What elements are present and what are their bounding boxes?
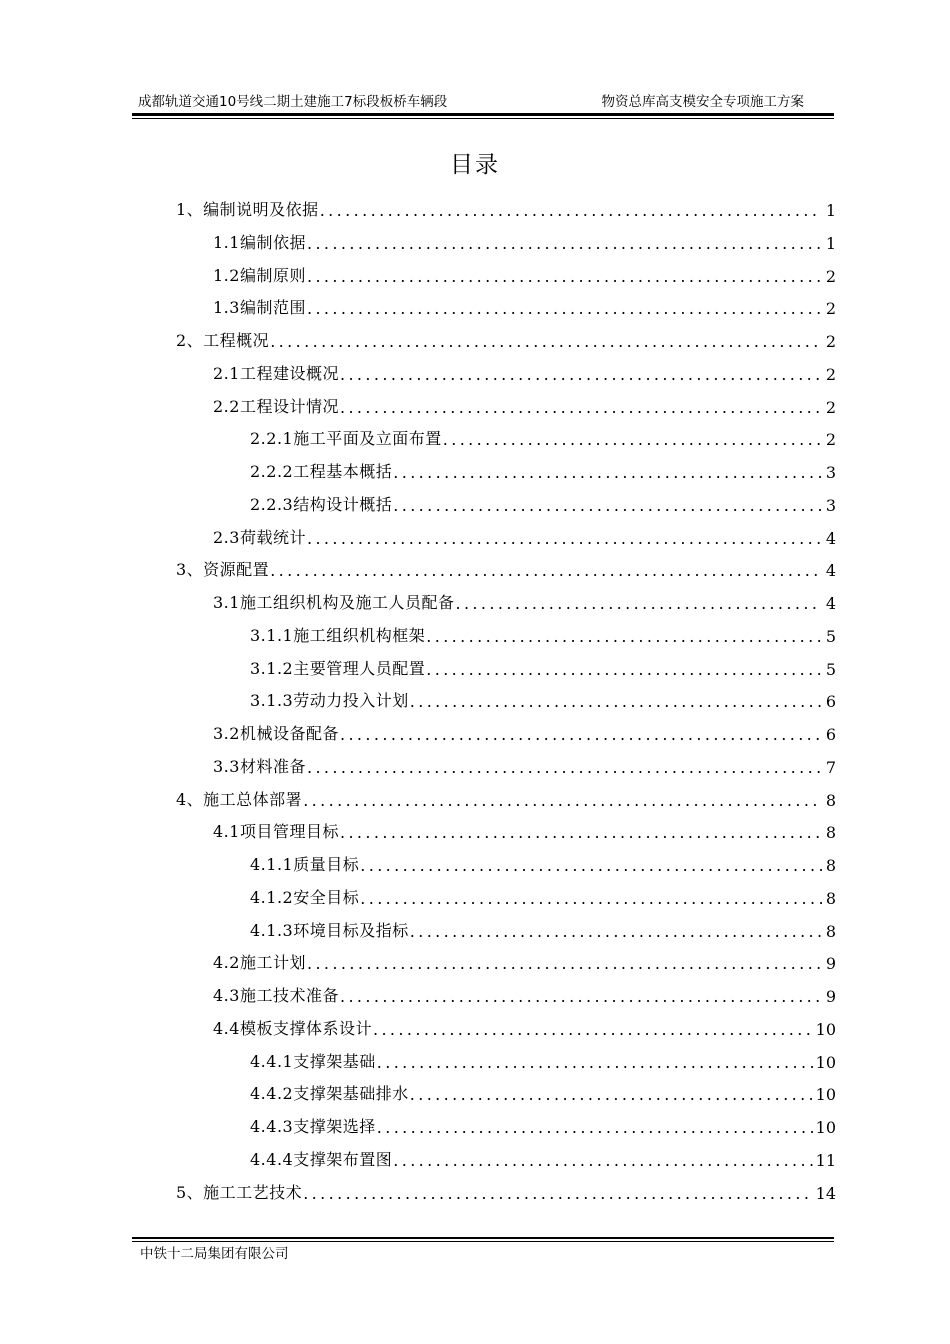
- toc-entry[interactable]: [176, 1171, 836, 1203]
- toc-entry-page-number: 8: [825, 888, 836, 908]
- toc-entry-title: 3.3材料准备: [213, 756, 306, 776]
- toc-entry-title: 4.4.2支撑架基础排水: [250, 1084, 409, 1104]
- toc-entry-title: 2、工程概况: [176, 331, 270, 350]
- toc-entry-page-number: 2: [825, 266, 836, 286]
- toc-dot-leader: [307, 267, 822, 286]
- toc-entry[interactable]: [250, 843, 836, 875]
- toc-entry-page-number: 5: [825, 659, 836, 679]
- toc-entry-page-number: 9: [825, 954, 836, 974]
- toc-entry[interactable]: [176, 548, 836, 580]
- toc-entry-page-number: 8: [825, 856, 836, 875]
- toc-entry-title: 4.1.1质量目标: [250, 855, 360, 874]
- toc-entry-title: 2.2.2工程基本概括: [250, 462, 393, 481]
- toc-entry-page-number: 3: [825, 495, 836, 515]
- toc-entry-page-number: 2: [825, 332, 836, 351]
- toc-entry[interactable]: [213, 1007, 836, 1039]
- toc-dot-leader: [307, 299, 822, 318]
- toc-entry-page-number: 14: [815, 1183, 836, 1203]
- toc-entry[interactable]: [250, 679, 836, 711]
- toc-dot-leader: [426, 660, 822, 679]
- toc-dot-leader: [377, 1118, 814, 1137]
- footer-rule-thick: [132, 1237, 834, 1239]
- toc-entry-title: 4.4.1支撑架基础: [250, 1051, 376, 1071]
- toc-entry-page-number: 3: [825, 463, 836, 482]
- toc-entry-page-number: 4: [825, 594, 836, 613]
- toc-entry-title: 4.1项目管理目标: [213, 822, 339, 842]
- toc-entry-page-number: 6: [825, 725, 836, 744]
- toc-entry[interactable]: [213, 712, 836, 744]
- toc-entry-page-number: 1: [825, 233, 836, 253]
- toc-dot-leader: [307, 234, 822, 253]
- toc-entry-title: 3、资源配置: [176, 560, 270, 580]
- toc-entry[interactable]: [213, 974, 836, 1006]
- toc-dot-leader: [303, 791, 822, 810]
- toc-entry-page-number: 10: [815, 1118, 836, 1137]
- toc-entry-title: 4.4.3支撑架选择: [250, 1117, 376, 1136]
- toc-entry[interactable]: [250, 1138, 836, 1170]
- toc-entry[interactable]: [176, 778, 836, 810]
- toc-entry[interactable]: [250, 417, 836, 449]
- toc-dot-leader: [410, 922, 822, 941]
- toc-dot-leader: [307, 954, 822, 973]
- toc-entry[interactable]: [176, 319, 836, 351]
- toc-entry-page-number: 11: [815, 1150, 836, 1170]
- toc-entry[interactable]: [213, 516, 836, 548]
- toc-entry-page-number: 1: [825, 201, 836, 220]
- toc-dot-leader: [360, 889, 822, 908]
- toc-entry[interactable]: [213, 810, 836, 842]
- header-document-name: 物资总库高支模安全专项施工方案: [601, 94, 804, 110]
- toc-entry-title: 3.1.3劳动力投入计划: [250, 691, 409, 711]
- toc-entry[interactable]: [213, 581, 836, 613]
- toc-dot-leader: [360, 856, 822, 875]
- toc-dot-leader: [340, 987, 822, 1006]
- toc-entry-page-number: 4: [825, 561, 836, 581]
- toc-entry-title: 2.2.1施工平面及立面布置: [250, 429, 442, 449]
- toc-entry-title: 3.1.1施工组织机构框架: [250, 625, 426, 645]
- toc-entry-page-number: 2: [825, 430, 836, 450]
- toc-dot-leader: [270, 332, 822, 351]
- toc-entry-title: 3.1.2主要管理人员配置: [250, 658, 426, 678]
- toc-entry-page-number: 10: [815, 1019, 836, 1039]
- toc-entry-title: 4.4模板支撑体系设计: [213, 1018, 372, 1038]
- toc-entry-title: 4.1.2安全目标: [250, 887, 360, 907]
- toc-entry[interactable]: [213, 286, 836, 318]
- toc-entry[interactable]: [250, 1040, 836, 1072]
- toc-dot-leader: [340, 365, 822, 384]
- toc-dot-leader: [426, 627, 822, 646]
- toc-entry[interactable]: [213, 221, 836, 253]
- toc-entry-title: 2.2.3结构设计概括: [250, 494, 393, 514]
- toc-dot-leader: [307, 529, 822, 548]
- toc-dot-leader: [393, 496, 822, 515]
- toc-entry[interactable]: [213, 745, 836, 777]
- toc-entry-title: 2.1工程建设概况: [213, 363, 339, 383]
- toc-dot-leader: [455, 594, 822, 613]
- toc-entry-title: 3.1施工组织机构及施工人员配备: [213, 593, 455, 612]
- toc-title: 目录: [450, 152, 500, 178]
- toc-entry-page-number: 5: [825, 626, 836, 646]
- toc-entry[interactable]: [250, 483, 836, 515]
- toc-dot-leader: [393, 463, 822, 482]
- toc-dot-leader: [270, 561, 822, 580]
- toc-entry[interactable]: [176, 188, 836, 220]
- toc-entry-title: 5、施工工艺技术: [176, 1182, 303, 1202]
- header-rule-thick: [132, 113, 834, 116]
- toc-entry[interactable]: [250, 647, 836, 679]
- toc-dot-leader: [320, 201, 822, 220]
- toc-entry-title: 1.1编制依据: [213, 232, 306, 252]
- toc-entry[interactable]: [213, 385, 836, 417]
- toc-dot-leader: [303, 1184, 813, 1203]
- toc-dot-leader: [373, 1020, 814, 1039]
- toc-dot-leader: [307, 758, 822, 777]
- toc-entry[interactable]: [250, 909, 836, 941]
- toc-entry-page-number: 2: [825, 299, 836, 319]
- toc-entry[interactable]: [213, 941, 836, 973]
- toc-entry-page-number: 10: [815, 1085, 836, 1105]
- toc-entry-page-number: 10: [815, 1052, 836, 1072]
- toc-entry-title: 3.2机械设备配备: [213, 724, 339, 743]
- toc-entry-title: 1、编制说明及依据: [176, 200, 319, 219]
- toc-entry-title: 4.2施工计划: [213, 953, 306, 973]
- toc-entry-page-number: 2: [825, 364, 836, 384]
- toc-entry[interactable]: [250, 876, 836, 908]
- toc-entry-title: 4、施工总体部署: [176, 789, 303, 809]
- toc-entry-page-number: 9: [825, 987, 836, 1006]
- toc-entry[interactable]: [213, 352, 836, 384]
- toc-dot-leader: [443, 430, 822, 449]
- toc-entry-title: 4.1.3环境目标及指标: [250, 920, 409, 940]
- toc-entry-title: 1.2编制原则: [213, 265, 306, 285]
- toc-entry-title: 2.3荷载统计: [213, 527, 306, 547]
- toc-dot-leader: [410, 692, 822, 711]
- toc-entry[interactable]: [250, 1105, 836, 1137]
- toc-entry-title: 1.3编制范围: [213, 298, 306, 318]
- toc-entry[interactable]: [213, 254, 836, 286]
- toc-entry-title: 2.2工程设计情况: [213, 396, 339, 416]
- page-header: [132, 90, 834, 112]
- toc-entry-title: 4.4.4支撑架布置图: [250, 1149, 393, 1169]
- toc-dot-leader: [377, 1053, 814, 1072]
- toc-entry-page-number: 8: [825, 823, 836, 843]
- toc-entry-page-number: 2: [825, 397, 836, 417]
- toc-entry[interactable]: [250, 450, 836, 482]
- toc-entry-page-number: 8: [825, 790, 836, 810]
- toc-dot-leader: [410, 1085, 814, 1104]
- toc-dot-leader: [340, 725, 822, 744]
- toc-entry-page-number: 7: [825, 757, 836, 777]
- header-rule-thin: [132, 118, 834, 119]
- toc-entry-page-number: 6: [825, 692, 836, 712]
- footer-company-name: 中铁十二局集团有限公司: [140, 1246, 289, 1262]
- toc-entry-title: 4.3施工技术准备: [213, 986, 339, 1005]
- header-project-name: 成都轨道交通10号线二期土建施工7标段板桥车辆段: [138, 94, 448, 110]
- toc-dot-leader: [340, 823, 822, 842]
- toc-entry[interactable]: [250, 1072, 836, 1104]
- toc-dot-leader: [393, 1151, 813, 1170]
- toc-entry[interactable]: [250, 614, 836, 646]
- toc-dot-leader: [340, 398, 822, 417]
- toc-entry-page-number: 8: [825, 921, 836, 941]
- toc-entry-page-number: 4: [825, 528, 836, 548]
